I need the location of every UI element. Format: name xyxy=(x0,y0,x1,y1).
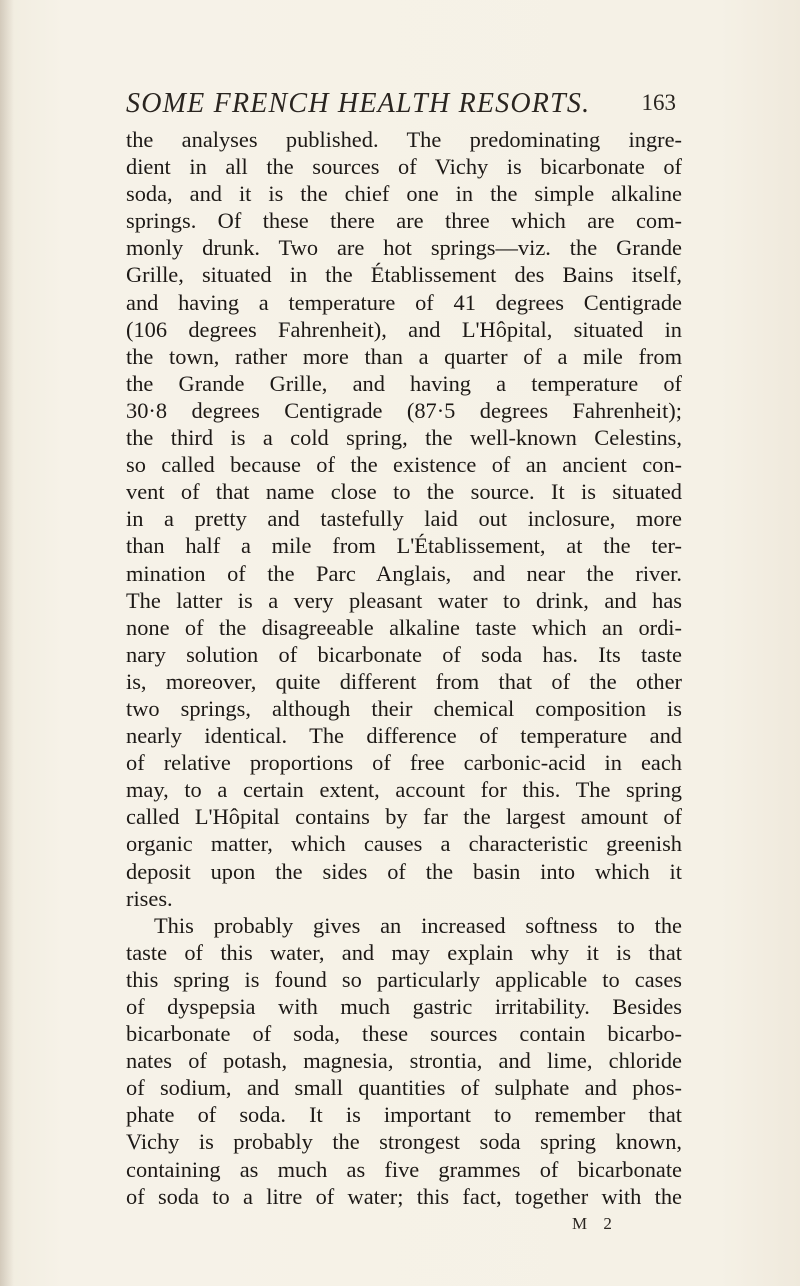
text-line: monly drunk. Two are hot springs—viz. the Grande xyxy=(126,235,682,261)
text-line: nates of potash, magnesia, strontia, and lime, chloride xyxy=(126,1048,682,1074)
text-line: 30·8 degrees Centigrade (87·5 degrees Fahrenheit); xyxy=(126,397,682,423)
running-head xyxy=(118,88,676,124)
text-line: than half a mile from L'Établissement, at the ter- xyxy=(126,533,682,559)
text-line: of soda to a litre of water; this fact, together with the xyxy=(126,1183,682,1209)
text-line: phate of soda. It is important to remember that xyxy=(126,1102,682,1128)
text-line: vent of that name close to the source. It is situated xyxy=(126,479,682,505)
text-line: the analyses published. The predominating ingre- xyxy=(126,127,682,152)
text-line: nary solution of bicarbonate of soda has. Its taste xyxy=(126,641,682,667)
text-line: soda, and it is the chief one in the simple alkaline xyxy=(126,181,682,207)
text-line: rises. xyxy=(126,885,173,911)
text-line: taste of this water, and may explain why it is that xyxy=(126,939,682,965)
text-line: nearly identical. The difference of temperature and xyxy=(126,723,682,749)
text-line: in a pretty and tastefully laid out inclosure, more xyxy=(126,506,682,532)
text-line: the third is a cold spring, the well-known Celestins, xyxy=(126,425,682,451)
text-line: This probably gives an increased softness to the xyxy=(154,912,682,938)
text-line: may, to a certain extent, account for this. The spring xyxy=(126,777,682,803)
text-line: this spring is found so particularly applicable to cases xyxy=(126,966,682,992)
text-line: mination of the Parc Anglais, and near the river. xyxy=(126,560,682,586)
body-text xyxy=(126,126,682,1210)
text-line: bicarbonate of soda, these sources contain bicarbo- xyxy=(126,1021,682,1047)
text-line: Grille, situated in the Établissement des Bains itself, xyxy=(126,262,682,288)
page-number: 163 xyxy=(641,90,676,115)
page-edge-shadow xyxy=(0,0,14,1286)
running-title: SOME FRENCH HEALTH RESORTS. xyxy=(126,88,591,119)
text-line: springs. Of these there are three which are com- xyxy=(126,208,682,234)
text-line: of dyspepsia with much gastric irritability. Besides xyxy=(126,994,682,1019)
text-line: The latter is a very pleasant water to drink, and has xyxy=(126,587,682,613)
text-line: the town, rather more than a quarter of a mile from xyxy=(126,343,682,369)
text-line: called L'Hôpital contains by far the largest amount of xyxy=(126,804,682,830)
signature-mark: M 2 xyxy=(572,1214,618,1233)
text-line: the Grande Grille, and having a temperature of xyxy=(126,370,682,396)
text-line: organic matter, which causes a characteristic greenish xyxy=(126,831,682,857)
text-line: so called because of the existence of an ancient con- xyxy=(126,452,682,478)
text-line: containing as much as five grammes of bicarbonate xyxy=(126,1156,682,1182)
text-line: Vichy is probably the strongest soda spring known, xyxy=(126,1129,682,1155)
text-line: (106 degrees Fahrenheit), and L'Hôpital, situated in xyxy=(126,316,682,342)
text-line: none of the disagreeable alkaline taste which an ordi- xyxy=(126,614,682,640)
text-line: of sodium, and small quantities of sulphate and phos- xyxy=(126,1075,682,1101)
text-line: is, moreover, quite different from that of the other xyxy=(126,668,682,694)
text-line: and having a temperature of 41 degrees Centigrade xyxy=(126,289,682,315)
text-line: dient in all the sources of Vichy is bicarbonate of xyxy=(126,154,682,180)
text-line: of relative proportions of free carbonic-acid in each xyxy=(126,750,682,776)
text-line: two springs, although their chemical composition is xyxy=(126,695,682,721)
text-line: deposit upon the sides of the basin into which it xyxy=(126,858,682,884)
